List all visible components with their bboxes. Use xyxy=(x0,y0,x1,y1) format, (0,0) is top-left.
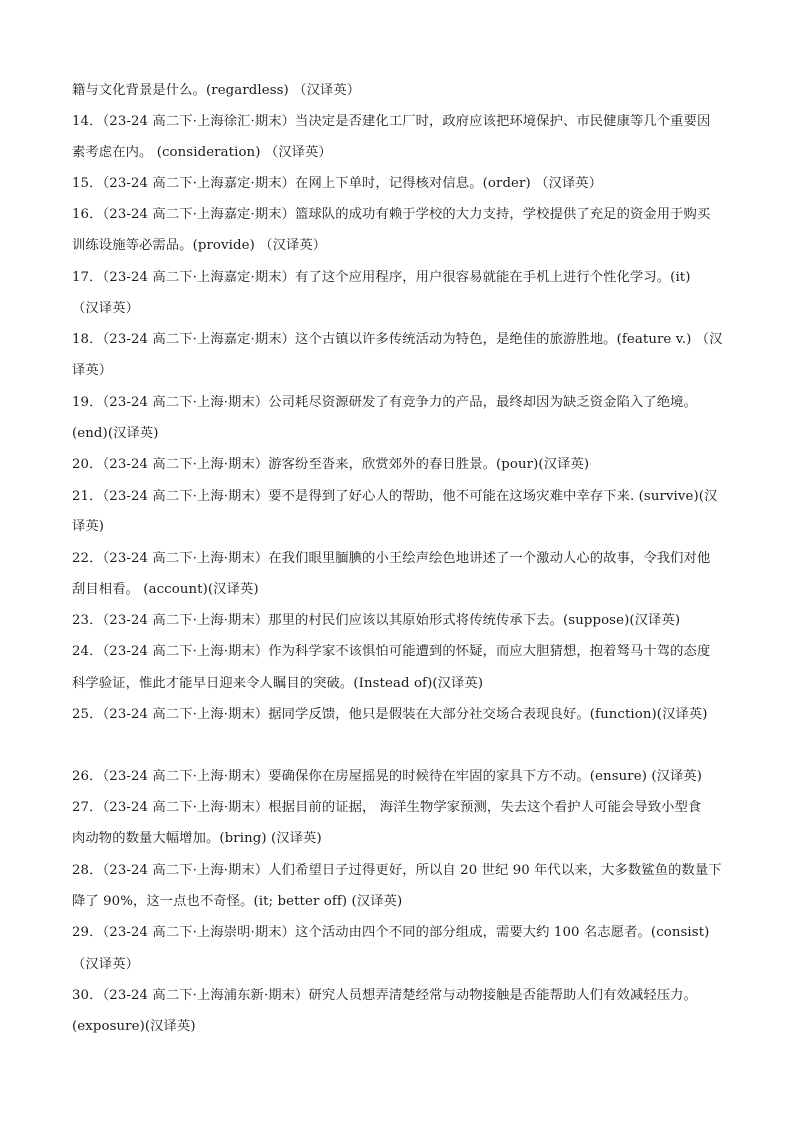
text-line: 18．（23-24 高二下·上海嘉定·期末）这个古镇以许多传统活动为特色，是绝佳的旅游胜地。(feature v.) （汉 xyxy=(72,332,723,347)
text-line: 28．（23-24 高二下·上海·期末）人们希望日子过得更好，所以自 20 世纪 90 年代以来，大多数鲨鱼的数量下 xyxy=(72,863,722,878)
text-line: 30．（23-24 高二下·上海浦东新·期末）研究人员想弄清楚经常与动物接触是否能帮助人们有效减轻压力。 xyxy=(72,988,697,1003)
text-line: 肉动物的数量大幅增加。(bring) (汉译英) xyxy=(72,831,322,846)
text-line: 17．（23-24 高二下·上海嘉定·期末）有了这个应用程序，用户很容易就能在手机上进行个性化学习。(it) xyxy=(72,270,691,285)
text-line: 25．（23-24 高二下·上海·期末）据同学反馈，他只是假装在大部分社交场合表现良好。(function)(汉译英) xyxy=(72,707,708,722)
text-line: 刮目相看。 (account)(汉译英) xyxy=(72,582,259,597)
text-line: 16．（23-24 高二下·上海嘉定·期末）篮球队的成功有赖于学校的大力支持，学校提供了充足的资金用于购买 xyxy=(72,207,711,222)
text-line: 籍与文化背景是什么。(regardless) （汉译英） xyxy=(72,83,361,98)
text-line: 29．（23-24 高二下·上海崇明·期末）这个活动由四个不同的部分组成，需要大约 100 名志愿者。(consist) xyxy=(72,925,710,940)
text-line: 降了 90%，这一点也不奇怪。(it; better off) (汉译英) xyxy=(72,894,403,909)
text-line: 译英) xyxy=(72,519,105,534)
text-line: 21．（23-24 高二下·上海·期末）要不是得到了好心人的帮助，他不可能在这场灾难中幸存下来. (survive)(汉 xyxy=(72,489,718,504)
text-line: 科学验证，惟此才能早日迎来令人瞩目的突破。(Instead of)(汉译英) xyxy=(72,676,484,691)
text-line: 22．（23-24 高二下·上海·期末）在我们眼里腼腆的小王绘声绘色地讲述了一个激动人心的故事，令我们对他 xyxy=(72,551,711,566)
text-line: 素考虑在内。 (consideration) （汉译英） xyxy=(72,145,332,160)
text-line: 15．（23-24 高二下·上海嘉定·期末）在网上下单时，记得核对信息。(order) （汉译英） xyxy=(72,176,603,191)
text-line: (exposure)(汉译英) xyxy=(72,1019,196,1034)
text-line: 译英） xyxy=(72,363,113,378)
text-line: 14．（23-24 高二下·上海徐汇·期末）当决定是否建化工厂时，政府应该把环境保护、市民健康等几个重要因 xyxy=(72,114,711,129)
text-line: (end)(汉译英) xyxy=(72,426,159,441)
text-line: 20．（23-24 高二下·上海·期末）游客纷至沓来，欣赏郊外的春日胜景。(pour)(汉译英) xyxy=(72,457,590,472)
text-line: 23．（23-24 高二下·上海·期末）那里的村民们应该以其原始形式将传统传承下去。(suppose)(汉译英) xyxy=(72,613,681,628)
text-line: 27．（23-24 高二下·上海·期末）根据目前的证据， 海洋生物学家预测，失去这个看护人可能会导致小型食 xyxy=(72,800,702,815)
text-line: （汉译英） xyxy=(72,957,139,972)
text-line: 19．（23-24 高二下·上海·期末）公司耗尽资源研发了有竞争力的产品，最终却因为缺乏资金陷入了绝境。 xyxy=(72,395,697,410)
text-line: 训练设施等必需品。(provide) （汉译英） xyxy=(72,238,327,253)
text-line: （汉译英） xyxy=(72,301,139,316)
text-line: 24．（23-24 高二下·上海·期末）作为科学家不该惧怕可能遭到的怀疑，而应大胆猜想，抱着驽马十驾的态度 xyxy=(72,644,711,659)
text-line: 26．（23-24 高二下·上海·期末）要确保你在房屋摇晃的时候待在牢固的家具下方不动。(ensure) (汉译英) xyxy=(72,769,703,784)
